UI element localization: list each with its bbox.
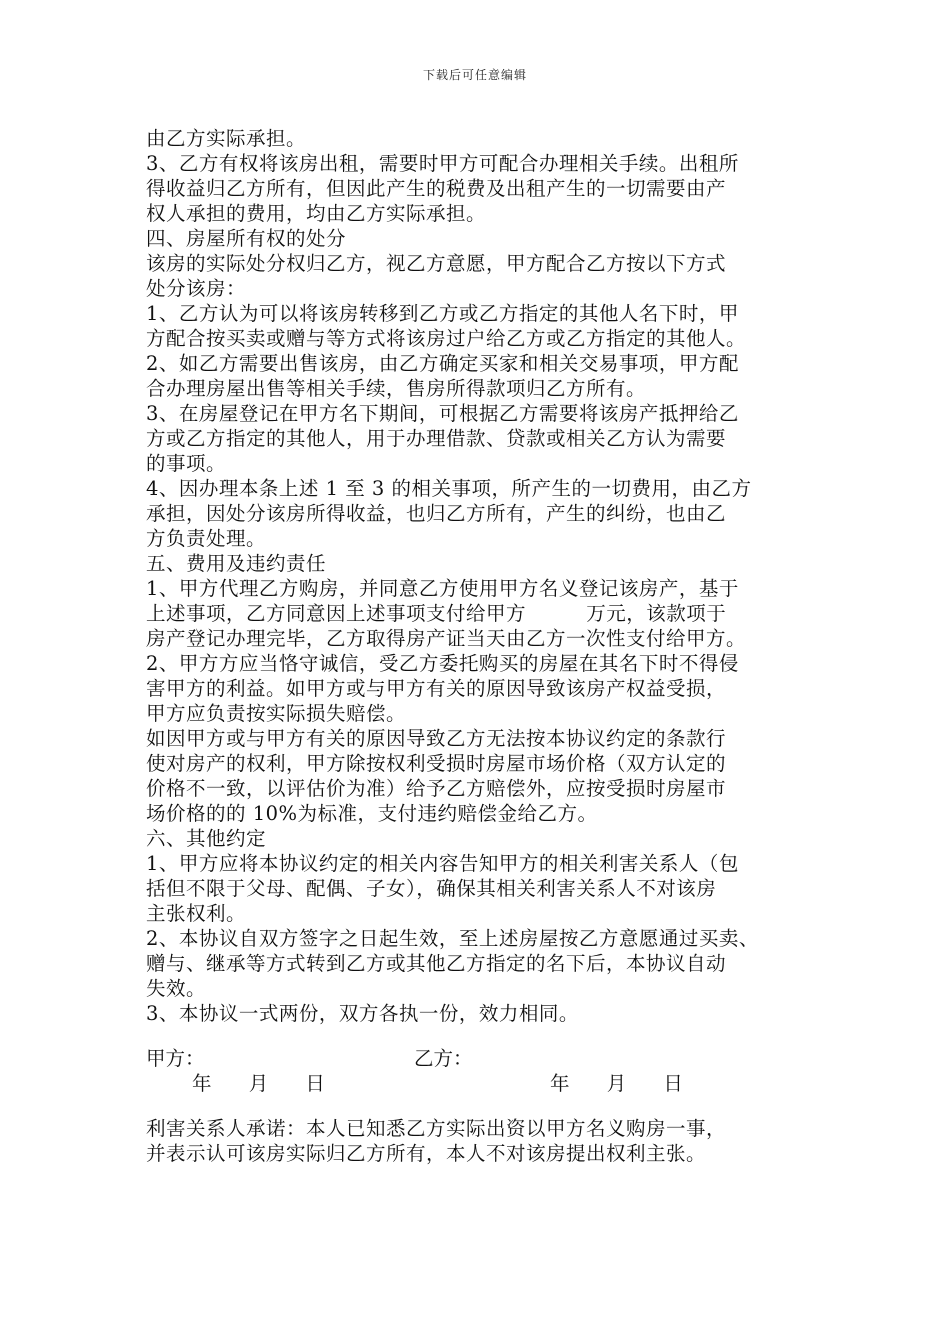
- signature-labels-row: [146, 1046, 816, 1071]
- body-line: 上述事项，乙方同意因上述事项支付给甲方 万元，该款项于: [146, 602, 727, 625]
- body-line: 4、因办理本条上述 1 至 3 的相关事项，所产生的一切费用，由乙方: [146, 477, 752, 500]
- body-line: 方负责处理。: [146, 527, 267, 550]
- body-line: 甲方应负责按实际损失赔偿。: [146, 702, 407, 725]
- body-line: 3、在房屋登记在甲方名下期间，可根据乙方需要将该房产抵押给乙: [146, 402, 739, 425]
- party-a-date: 年 月 日: [192, 1072, 325, 1095]
- body-line: 的事项。: [146, 452, 227, 475]
- body-line: 失效。: [146, 977, 207, 1000]
- body-line: 合办理房屋出售等相关手续，售房所得款项归乙方所有。: [146, 377, 647, 400]
- body-line: 2、甲方方应当恪守诚信，受乙方委托购买的房屋在其名下时不得侵: [146, 652, 739, 675]
- body-line: 2、如乙方需要出售该房，由乙方确定买家和相关交易事项，甲方配: [146, 352, 739, 375]
- body-line: 3、乙方有权将该房出租，需要时甲方可配合办理相关手续。出租所: [146, 152, 739, 175]
- body-line: 方配合按买卖或赠与等方式将该房过户给乙方或乙方指定的其他人。: [146, 327, 747, 350]
- signature-dates-row: [146, 1071, 816, 1096]
- body-line: 价格不一致，以评估价为准）给予乙方赔偿外，应按受损时房屋市: [146, 777, 727, 800]
- body-line: 括但不限于父母、配偶、子女），确保其相关利害关系人不对该房: [146, 877, 717, 900]
- stakeholder-line: 利害关系人承诺：本人已知悉乙方实际出资以甲方名义购房一事，: [146, 1117, 727, 1140]
- body-line: 方或乙方指定的其他人，用于办理借款、贷款或相关乙方认为需要: [146, 427, 727, 450]
- body-line: 使对房产的权利，甲方除按权利受损时房屋市场价格（双方认定的: [146, 752, 727, 775]
- page-header: 下载后可任意编辑: [422, 68, 527, 82]
- stakeholder-line: 并表示认可该房实际归乙方所有，本人不对该房提出权利主张。: [146, 1142, 707, 1165]
- body-line: 主张权利。: [146, 902, 247, 925]
- section-heading: 四、房屋所有权的处分: [146, 227, 347, 250]
- body-line: 承担，因处分该房所得收益，也归乙方所有，产生的纠纷，也由乙: [146, 502, 727, 525]
- body-line: 1、甲方代理乙方购房，并同意乙方使用甲方名义登记该房产，基于: [146, 577, 739, 600]
- body-line: 由乙方实际承担。: [146, 127, 307, 150]
- section-heading: 六、其他约定: [146, 827, 267, 850]
- body-line: 如因甲方或与甲方有关的原因导致乙方无法按本协议约定的条款行: [146, 727, 727, 750]
- party-b-label: 乙方：: [414, 1047, 473, 1070]
- body-line: 赠与、继承等方式转到乙方或其他乙方指定的名下后，本协议自动: [146, 952, 727, 975]
- spacer: [146, 1026, 816, 1046]
- body-line: 2、本协议自双方签字之日起生效，至上述房屋按乙方意愿通过买卖、: [146, 927, 759, 950]
- body-line: 该房的实际处分权归乙方，视乙方意愿，甲方配合乙方按以下方式: [146, 252, 727, 275]
- spacer: [146, 1096, 816, 1116]
- body-line: 害甲方的利益。如甲方或与甲方有关的原因导致该房产权益受损，: [146, 677, 727, 700]
- body-line: 1、甲方应将本协议约定的相关内容告知甲方的相关利害关系人（包: [146, 852, 739, 875]
- section-heading: 五、费用及违约责任: [146, 552, 327, 575]
- body-line: 3、本协议一式两份，双方各执一份，效力相同。: [146, 1002, 579, 1025]
- party-a-label: 甲方：: [146, 1047, 205, 1070]
- party-b-date: 年 月 日: [550, 1072, 683, 1095]
- body-line: 房产登记办理完毕，乙方取得房产证当天由乙方一次性支付给甲方。: [146, 627, 747, 650]
- document-body: [146, 126, 816, 1166]
- body-line: 1、乙方认为可以将该房转移到乙方或乙方指定的其他人名下时，甲: [146, 302, 739, 325]
- body-line: 处分该房：: [146, 277, 247, 300]
- body-line: 得收益归乙方所有，但因此产生的税费及出租产生的一切需要由产: [146, 177, 727, 200]
- body-line: 场价格的的 10%为标准，支付违约赔偿金给乙方。: [146, 802, 598, 825]
- body-line: 权人承担的费用，均由乙方实际承担。: [146, 202, 487, 225]
